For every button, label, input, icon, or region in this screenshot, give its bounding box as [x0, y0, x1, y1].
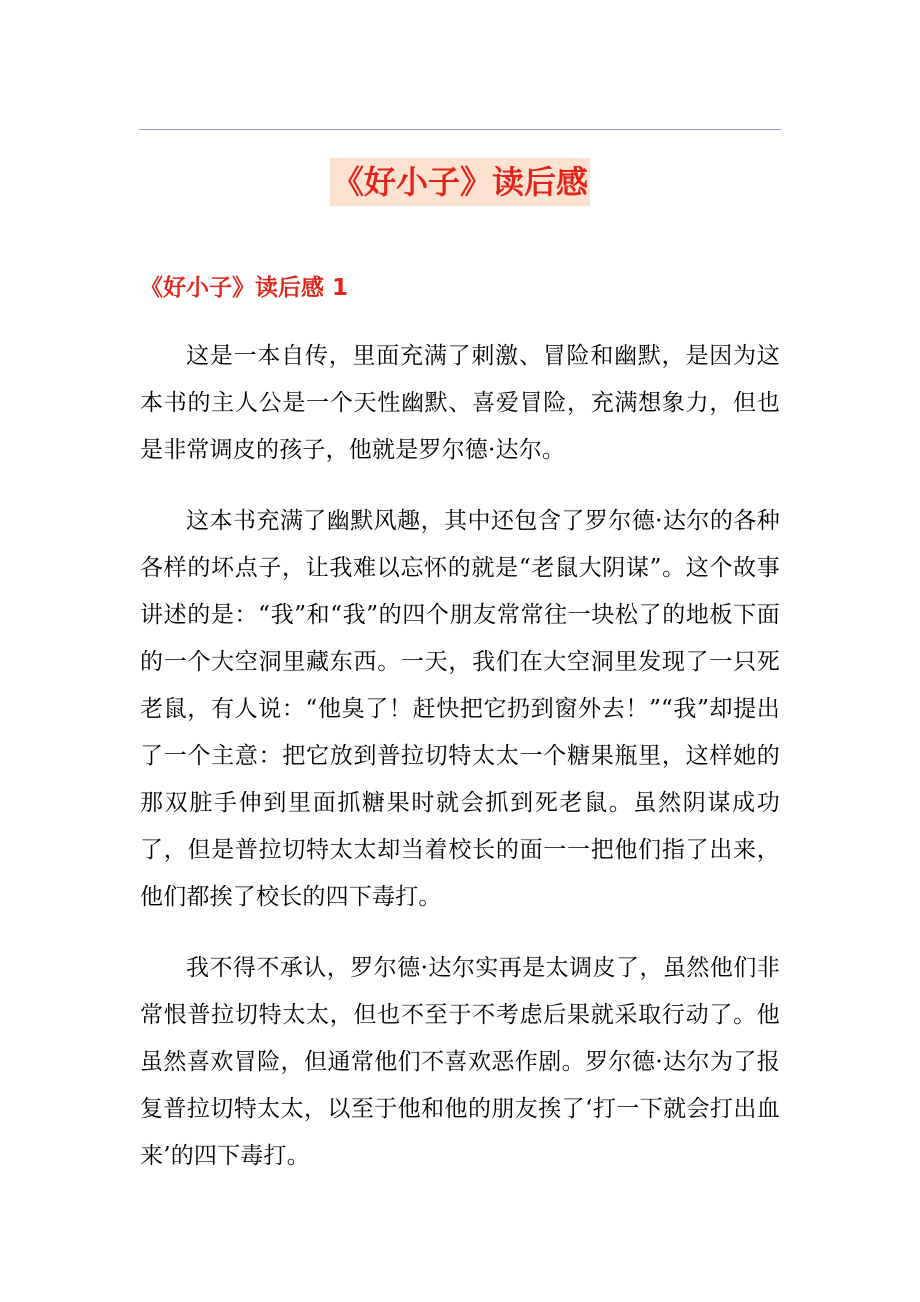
paragraph-1: 这是一本自传，里面充满了刺激、冒险和幽默，是因为这本书的主人公是一个天性幽默、喜爱冒险，充满想象力，但也是非常调皮的孩子，他就是罗尔德·达尔。	[140, 343, 780, 463]
document-body	[140, 333, 780, 1204]
paragraph-3: 我不得不承认，罗尔德·达尔实再是太调皮了，虽然他们非常恨普拉切特太太，但也不至于不考虑后果就采取行动了。他虽然喜欢冒险，但通常他们不喜欢恶作剧。罗尔德·达尔为了报复普拉切特太太，以至于他和他的朋友挨了‘打一下就会打出血来’的四下毒打。	[140, 955, 780, 1169]
header-rule	[139, 129, 781, 130]
title-container	[0, 158, 920, 206]
paragraph-2: 这本书充满了幽默风趣，其中还包含了罗尔德·达尔的各种各样的坏点子，让我难以忘怀的就是“老鼠大阴谋”。这个故事讲述的是：“我”和“我”的四个朋友常常往一块松了的地板下面的一个大空洞里藏东西。一天，我们在大空洞里发现了一只死老鼠，有人说：“他臭了！赶快把它扔到窗外去！”“我”却提出了一个主意：把它放到普拉切特太太一个糖果瓶里，这样她的那双脏手伸到里面抓糖果时就会抓到死老鼠。虽然阴谋成功了，但是普拉切特太太却当着校长的面一一把他们指了出来，他们都挨了校长的四下毒打。	[140, 508, 780, 910]
document-title: 《好小子》读后感	[330, 158, 590, 206]
section-heading: 《好小子》读后感 1	[140, 275, 349, 301]
